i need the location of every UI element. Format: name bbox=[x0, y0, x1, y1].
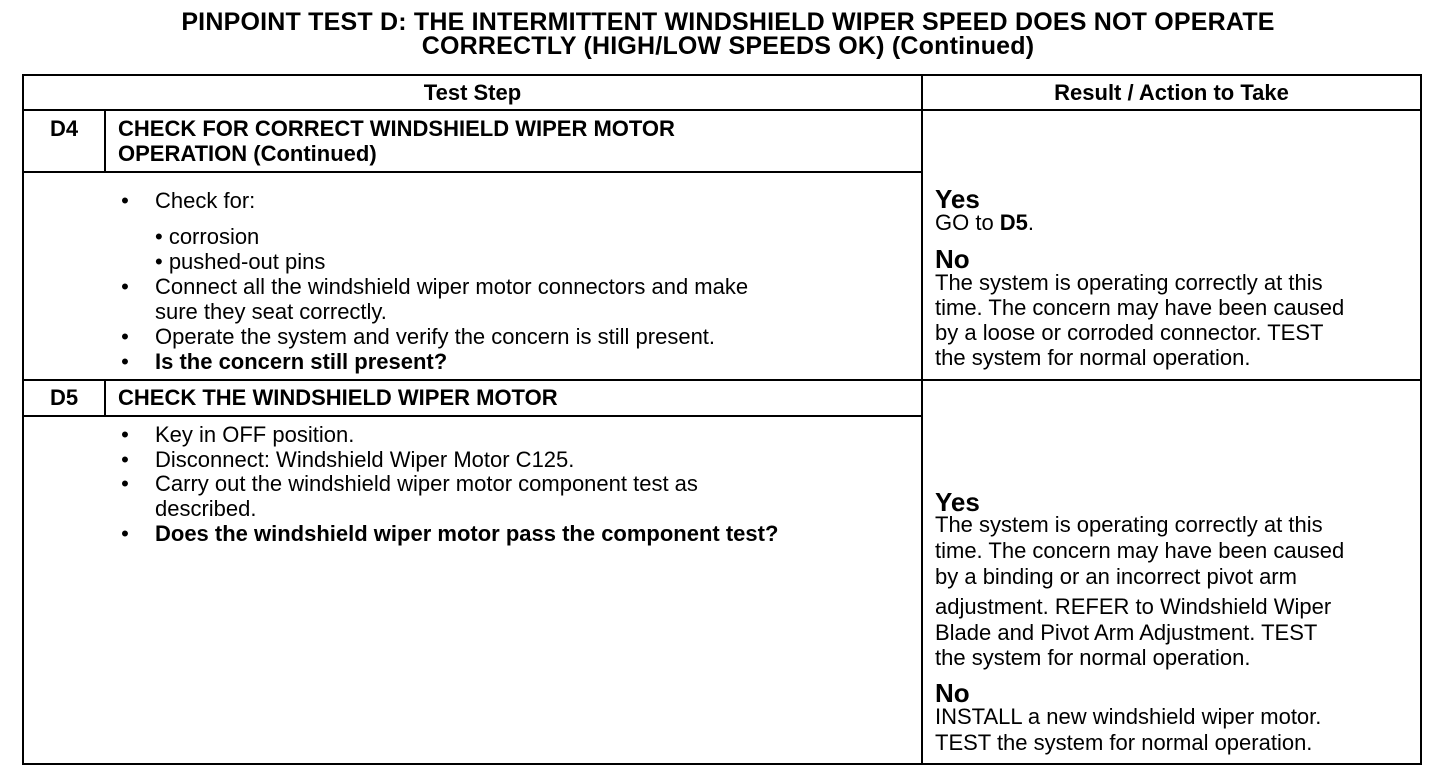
no-action-line: INSTALL a new windshield wiper motor. bbox=[935, 704, 1322, 729]
bullet-icon: • bbox=[121, 349, 129, 374]
sub-list-item: • corrosion bbox=[155, 224, 260, 249]
no-action-line: time. The concern may have been caused bbox=[935, 295, 1345, 320]
bullet-text: Check for: bbox=[155, 188, 256, 213]
yes-action-line: Blade and Pivot Arm Adjustment. TEST bbox=[935, 620, 1318, 645]
bullet-question: Does the windshield wiper motor pass the component test? bbox=[155, 521, 779, 546]
yes-action-line: the system for normal operation. bbox=[935, 645, 1251, 670]
result-d4 bbox=[935, 186, 1420, 371]
yes-action bbox=[935, 210, 1420, 236]
no-action-line: The system is operating correctly at this bbox=[935, 270, 1323, 295]
bullet-icon: • bbox=[121, 471, 129, 496]
bullet-text: Connect all the windshield wiper motor connectors and make bbox=[155, 274, 749, 299]
d4-title-divider bbox=[22, 171, 922, 173]
bullet-icon: • bbox=[121, 521, 129, 546]
d5-id-divider bbox=[104, 379, 106, 416]
yes-action-line: adjustment. REFER to Windshield Wiper bbox=[935, 594, 1332, 619]
d4-id-divider bbox=[104, 109, 106, 172]
sub-list-item: • pushed-out pins bbox=[155, 249, 326, 274]
yes-action-target: D5 bbox=[999, 210, 1028, 235]
yes-label: Yes bbox=[935, 487, 980, 517]
step-title-d5: CHECK THE WINDSHIELD WIPER MOTOR bbox=[118, 385, 558, 410]
bullet-icon: • bbox=[121, 274, 129, 299]
yes-label: Yes bbox=[935, 184, 980, 214]
bullet-icon: • bbox=[121, 324, 129, 349]
table-border-right bbox=[1420, 74, 1422, 765]
title-line-1: PINPOINT TEST D: THE INTERMITTENT WINDSHIELD WIPER SPEED DOES NOT OPERATE bbox=[181, 8, 1275, 36]
row-divider bbox=[22, 379, 1422, 381]
yes-action-line: time. The concern may have been caused bbox=[935, 538, 1345, 563]
no-action-line: by a loose or corroded connector. TEST bbox=[935, 320, 1324, 345]
bullet-text: described. bbox=[155, 496, 257, 521]
header-test-step: Test Step bbox=[423, 80, 522, 105]
step-title-d4-line-1: CHECK FOR CORRECT WINDSHIELD WIPER MOTOR bbox=[118, 116, 675, 141]
step-title-d4 bbox=[118, 116, 908, 166]
no-label: No bbox=[935, 244, 970, 274]
table-border-left bbox=[22, 74, 24, 765]
d5-title-divider bbox=[22, 415, 922, 417]
bullet-text: Operate the system and verify the concern is still present. bbox=[155, 324, 716, 349]
step-title-d4-line-2: OPERATION (Continued) bbox=[118, 141, 377, 166]
bullet-icon: • bbox=[121, 422, 129, 447]
bullet-icon: • bbox=[121, 447, 129, 472]
title-line-2: CORRECTLY (HIGH/LOW SPEEDS OK) (Continued) bbox=[421, 32, 1035, 60]
result-d5 bbox=[935, 489, 1420, 756]
no-action-line: the system for normal operation. bbox=[935, 345, 1251, 370]
no-label: No bbox=[935, 678, 970, 708]
yes-action-line: The system is operating correctly at this bbox=[935, 512, 1323, 537]
yes-action-suffix: . bbox=[1027, 210, 1035, 235]
no-action-line: TEST the system for normal operation. bbox=[935, 730, 1313, 755]
bullet-icon: • bbox=[121, 188, 129, 213]
step-id-d4: D4 bbox=[49, 116, 79, 141]
bullet-text: sure they seat correctly. bbox=[155, 299, 387, 324]
bullet-text: Disconnect: Windshield Wiper Motor C125. bbox=[155, 447, 575, 472]
header-divider bbox=[22, 109, 1422, 111]
yes-action-prefix: GO to bbox=[935, 210, 1000, 235]
page-title bbox=[0, 10, 1456, 58]
bullet-text: Carry out the windshield wiper motor component test as bbox=[155, 471, 698, 496]
step-id-d5: D5 bbox=[49, 385, 79, 410]
table-border-bottom bbox=[22, 763, 1422, 765]
bullet-text: Key in OFF position. bbox=[155, 422, 355, 447]
yes-action-line: by a binding or an incorrect pivot arm bbox=[935, 564, 1297, 589]
header-result-action: Result / Action to Take bbox=[1054, 80, 1289, 105]
column-divider bbox=[921, 74, 923, 765]
bullet-question: Is the concern still present? bbox=[155, 349, 448, 374]
table-border-top bbox=[22, 74, 1422, 76]
